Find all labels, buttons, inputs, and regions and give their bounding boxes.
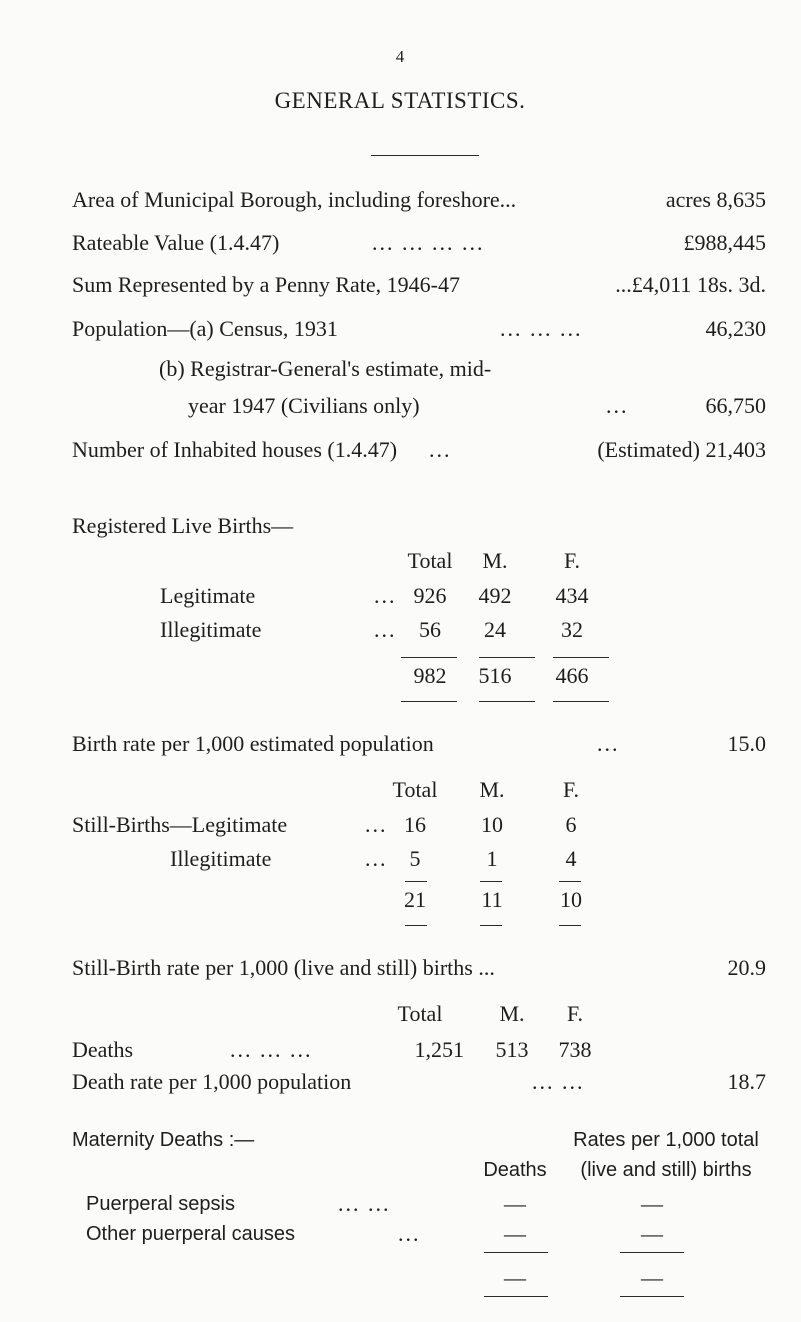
births-illegitimate-label: Illegitimate xyxy=(160,617,262,642)
stillbirths-total-rule xyxy=(480,925,502,926)
stillbirths-total-f: 10 xyxy=(560,887,582,912)
maternity-col-rates: Rates per 1,000 total xyxy=(573,1129,759,1151)
puerperal-sepsis-deaths: — xyxy=(504,1191,526,1216)
stillbirths-col-f: F. xyxy=(563,777,579,802)
stillbirths-illegitimate-f: 4 xyxy=(565,846,577,871)
births-col-m: M. xyxy=(482,548,508,573)
death-rate-value: 18.7 xyxy=(727,1069,766,1094)
rateable-dots: ... ... ... ... xyxy=(372,230,485,255)
deaths-f: 738 xyxy=(558,1037,592,1062)
births-total-rule xyxy=(553,701,609,702)
maternity-sum-rule xyxy=(620,1252,684,1253)
birth-rate-label: Birth rate per 1,000 estimated population xyxy=(72,731,434,756)
births-illegitimate-f: 32 xyxy=(561,617,583,642)
deaths-dots: ... ... ... xyxy=(230,1037,313,1062)
maternity-total-rule xyxy=(484,1296,548,1297)
houses-value: (Estimated) 21,403 xyxy=(597,437,766,462)
births-sum-rule xyxy=(553,657,609,658)
rateable-value: £988,445 xyxy=(683,230,766,255)
stillbirths-illegitimate-label: Illegitimate xyxy=(170,846,272,871)
row-dots: ... xyxy=(398,1221,421,1246)
deaths-col-f: F. xyxy=(567,1001,583,1026)
births-total-m: 516 xyxy=(478,663,512,688)
birth-rate-value: 15.0 xyxy=(727,731,766,756)
death-rate-dots: ... ... xyxy=(532,1069,585,1094)
births-total-rule xyxy=(479,701,535,702)
deaths-col-total: Total xyxy=(397,1001,443,1026)
deaths-total: 1,251 xyxy=(414,1037,464,1062)
penny-rate-label: Sum Represented by a Penny Rate, 1946-47 xyxy=(72,272,460,297)
page-number: 4 xyxy=(395,47,405,66)
rateable-label: Rateable Value (1.4.47) xyxy=(72,230,280,255)
page-title: GENERAL STATISTICS. xyxy=(274,88,526,113)
row-dots: ... xyxy=(365,846,388,871)
maternity-total-deaths: — xyxy=(504,1265,526,1290)
births-legitimate-f: 434 xyxy=(555,583,589,608)
births-total-total: 982 xyxy=(413,663,447,688)
population-estimate-label: (b) Registrar-General's estimate, mid- xyxy=(159,356,492,381)
area-label: Area of Municipal Borough, including foreshore... xyxy=(72,187,517,212)
population-census-dots: ... ... ... xyxy=(500,316,583,341)
puerperal-sepsis-label: Puerperal sepsis xyxy=(86,1193,235,1215)
death-rate-label: Death rate per 1,000 population xyxy=(72,1069,352,1094)
births-col-total: Total xyxy=(407,548,453,573)
title-rule xyxy=(371,155,479,156)
maternity-heading: Maternity Deaths :— xyxy=(72,1129,255,1151)
stillbirths-legitimate-total: 16 xyxy=(404,812,426,837)
stillbirths-sum-rule xyxy=(405,881,427,882)
population-estimate-dots: ... xyxy=(606,393,629,418)
penny-rate-value: ...£4,011 18s. 3d. xyxy=(615,272,766,297)
births-col-f: F. xyxy=(564,548,580,573)
stillbirths-col-total: Total xyxy=(392,777,438,802)
births-illegitimate-total: 56 xyxy=(419,617,441,642)
stillbirths-total-rule xyxy=(559,925,581,926)
row-dots: ... xyxy=(374,583,397,608)
other-puerperal-label: Other puerperal causes xyxy=(86,1223,296,1245)
maternity-total-rule xyxy=(620,1296,684,1297)
houses-dots: ... xyxy=(429,437,452,462)
stillbirths-total-rule xyxy=(405,925,427,926)
deaths-label: Deaths xyxy=(72,1037,134,1062)
births-legitimate-total: 926 xyxy=(413,583,447,608)
stillbirths-legitimate-label: Still-Births—Legitimate xyxy=(72,812,288,837)
stillbirths-sum-rule xyxy=(559,881,581,882)
row-dots: ... xyxy=(374,617,397,642)
stillbirths-legitimate-m: 10 xyxy=(481,812,503,837)
stillbirth-rate-label: Still-Birth rate per 1,000 (live and still) births ... xyxy=(72,955,495,980)
births-total-f: 466 xyxy=(555,663,589,688)
population-estimate-label-cont: year 1947 (Civilians only) xyxy=(188,393,420,418)
deaths-m: 513 xyxy=(495,1037,529,1062)
other-puerperal-deaths: — xyxy=(504,1221,526,1246)
stillbirth-rate-value: 20.9 xyxy=(727,955,766,980)
houses-label: Number of Inhabited houses (1.4.47) xyxy=(72,437,398,462)
births-heading: Registered Live Births— xyxy=(72,513,294,538)
stillbirths-total-total: 21 xyxy=(404,887,426,912)
population-estimate-value: 66,750 xyxy=(705,393,766,418)
births-legitimate-label: Legitimate xyxy=(160,583,256,608)
deaths-col-m: M. xyxy=(499,1001,525,1026)
stillbirths-sum-rule xyxy=(480,881,502,882)
area-value: acres 8,635 xyxy=(665,187,766,212)
births-total-rule xyxy=(401,701,457,702)
births-illegitimate-m: 24 xyxy=(484,617,506,642)
birth-rate-dots: ... xyxy=(597,731,620,756)
population-census-value: 46,230 xyxy=(705,316,766,341)
puerperal-sepsis-rate: — xyxy=(641,1191,663,1216)
row-dots: ... ... xyxy=(338,1191,391,1216)
births-sum-rule xyxy=(401,657,457,658)
other-puerperal-rate: — xyxy=(641,1221,663,1246)
maternity-total-rate: — xyxy=(641,1265,663,1290)
stillbirths-legitimate-f: 6 xyxy=(565,812,577,837)
maternity-col-rates-cont: (live and still) births xyxy=(580,1159,752,1181)
stillbirths-illegitimate-total: 5 xyxy=(409,846,421,871)
maternity-sum-rule xyxy=(484,1252,548,1253)
births-sum-rule xyxy=(479,657,535,658)
stillbirths-illegitimate-m: 1 xyxy=(486,846,498,871)
row-dots: ... xyxy=(365,812,388,837)
stillbirths-col-m: M. xyxy=(479,777,505,802)
population-census-label: Population—(a) Census, 1931 xyxy=(72,316,338,341)
maternity-col-deaths: Deaths xyxy=(483,1159,547,1181)
births-legitimate-m: 492 xyxy=(478,583,512,608)
stillbirths-total-m: 11 xyxy=(481,887,503,912)
